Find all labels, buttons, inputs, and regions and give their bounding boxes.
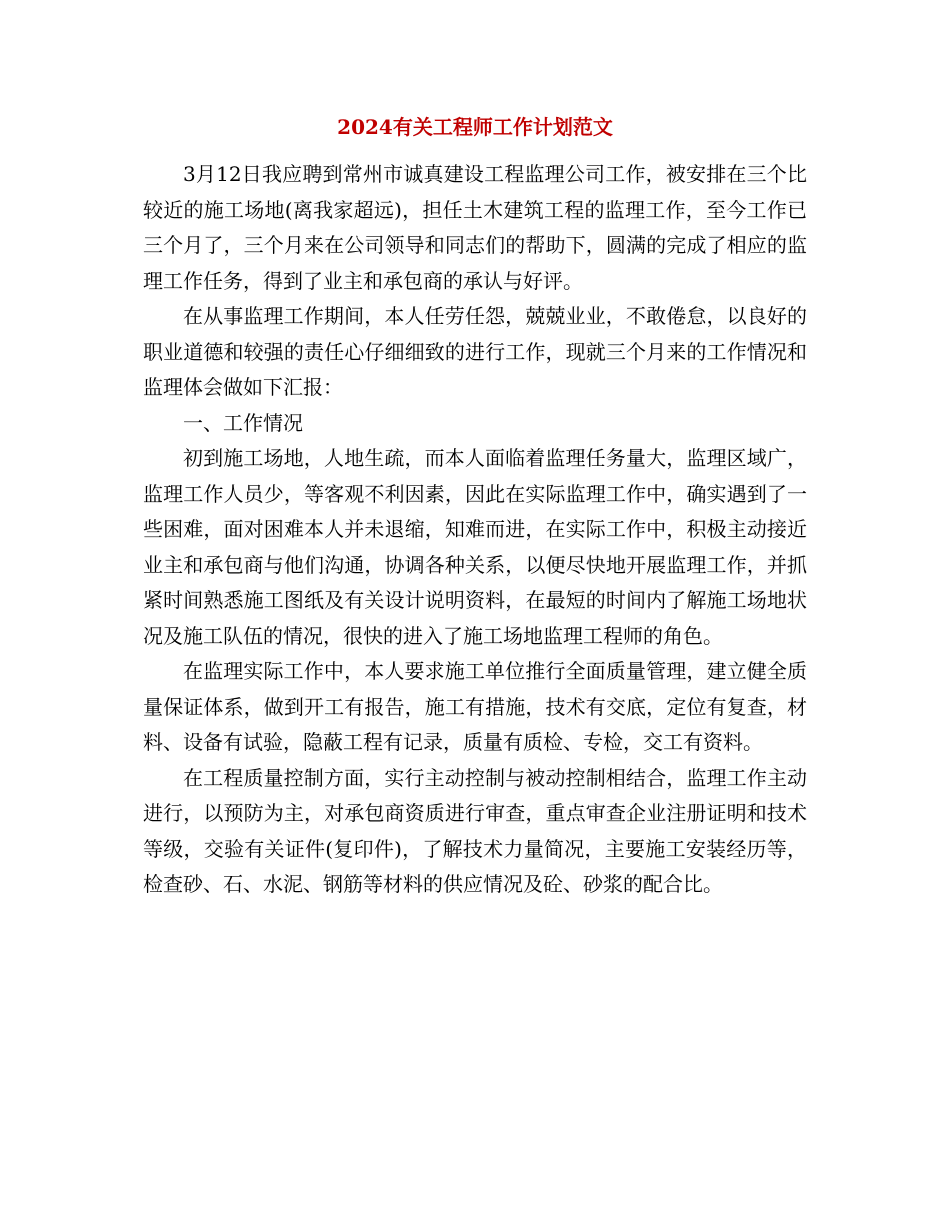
paragraph-attitude: 在从事监理工作期间，本人任劳任怨，兢兢业业，不敢倦怠，以良好的职业道德和较强的责任心仔细细致的进行工作，现就三个月来的工作情况和监理体会做如下汇报：	[143, 304, 807, 399]
document-body	[143, 157, 807, 903]
paragraph-quality-management: 在监理实际工作中，本人要求施工单位推行全面质量管理，建立健全质量保证体系，做到开工有报告，施工有措施，技术有交底，定位有复查，材料、设备有试验，隐蔽工程有记录，质量有质检、专检，交工有资料。	[143, 659, 807, 754]
paragraph-quality-control: 在工程质量控制方面，实行主动控制与被动控制相结合，监理工作主动进行，以预防为主，对承包商资质进行审查，重点审查企业注册证明和技术等级，交验有关证件(复印件)，了解技术力量简况，主要施工安装经历等，检查砂、石、水泥、钢筋等材料的供应情况及砼、砂浆的配合比。	[143, 765, 807, 896]
paragraph-intro: 3月12日我应聘到常州市诚真建设工程监理公司工作，被安排在三个比较近的施工场地(离我家超远)，担任土木建筑工程的监理工作，至今工作已三个月了，三个月来在公司领导和同志们的帮助下，圆满的完成了相应的监理工作任务，得到了业主和承包商的承认与好评。	[143, 162, 807, 293]
paragraph-initial-work: 初到施工场地，人地生疏，而本人面临着监理任务量大，监理区域广，监理工作人员少，等客观不利因素，因此在实际监理工作中，确实遇到了一些困难，面对困难本人并未退缩，知难而进，在实际工作中，积极主动接近业主和承包商与他们沟通，协调各种关系，以便尽快地开展监理工作，并抓紧时间熟悉施工图纸及有关设计说明资料，在最短的时间内了解施工场地状况及施工队伍的情况，很快的进入了施工场地监理工程师的角色。	[143, 446, 807, 648]
section-heading-work-situation: 一、工作情况	[183, 410, 303, 435]
document-title: 2024有关工程师工作计划范文	[337, 115, 613, 139]
